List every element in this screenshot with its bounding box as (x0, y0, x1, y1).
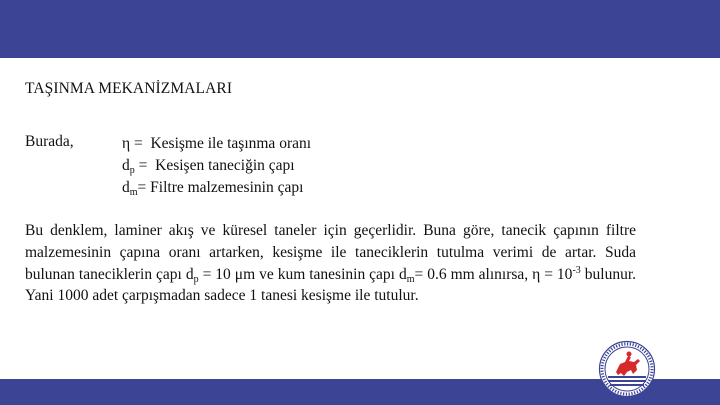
symbol-eta: η (122, 135, 131, 152)
paragraph-text: bulunur. Yani 1000 adet çarpışmadan sadece 1 tanesi kesişme ile tutulur. (25, 265, 636, 305)
slide-title: TAŞINMA MEKANİZMALARI (25, 80, 233, 97)
definition-text: Kesişme ile taşınma oranı (150, 135, 312, 152)
header-bar (0, 0, 720, 58)
subscript-p: p (129, 165, 135, 176)
definition-text: Filtre malzemesinin çapı (150, 179, 304, 196)
definitions-list (122, 133, 311, 199)
superscript-exponent: -3 (572, 264, 581, 276)
equals-sign: = (130, 135, 143, 152)
symbol-d: d (122, 179, 130, 196)
paragraph-text: = 10 μm ve kum tanesinin çapı d (198, 265, 407, 283)
intro-label: Burada, (25, 133, 74, 150)
body-paragraph (25, 220, 636, 307)
equals-sign: = (134, 157, 148, 174)
symbol-d: d (122, 157, 130, 174)
university-seal-icon (598, 340, 656, 398)
header-divider (0, 58, 720, 60)
definition-dm (122, 177, 311, 199)
paragraph-text: Bu denklem, laminer akış ve küresel taneler için geçerlidir. Buna göre, tanecik çapının filtre malzemesinin çapına oranı artarken, kesişme ile taneciklerin tutulma verimi de artar. Suda bulunan taneciklerin çapı d (25, 222, 636, 283)
definition-eta (122, 133, 311, 155)
definition-dp (122, 155, 311, 177)
definition-text: Kesişen taneciğin çapı (155, 157, 295, 174)
subscript-p: p (193, 273, 199, 285)
subscript-m: m (406, 273, 415, 285)
equals-sign: = (137, 179, 147, 196)
subscript-m: m (129, 187, 138, 198)
paragraph-text: = 0.6 mm alınırsa, η = 10 (414, 265, 573, 283)
